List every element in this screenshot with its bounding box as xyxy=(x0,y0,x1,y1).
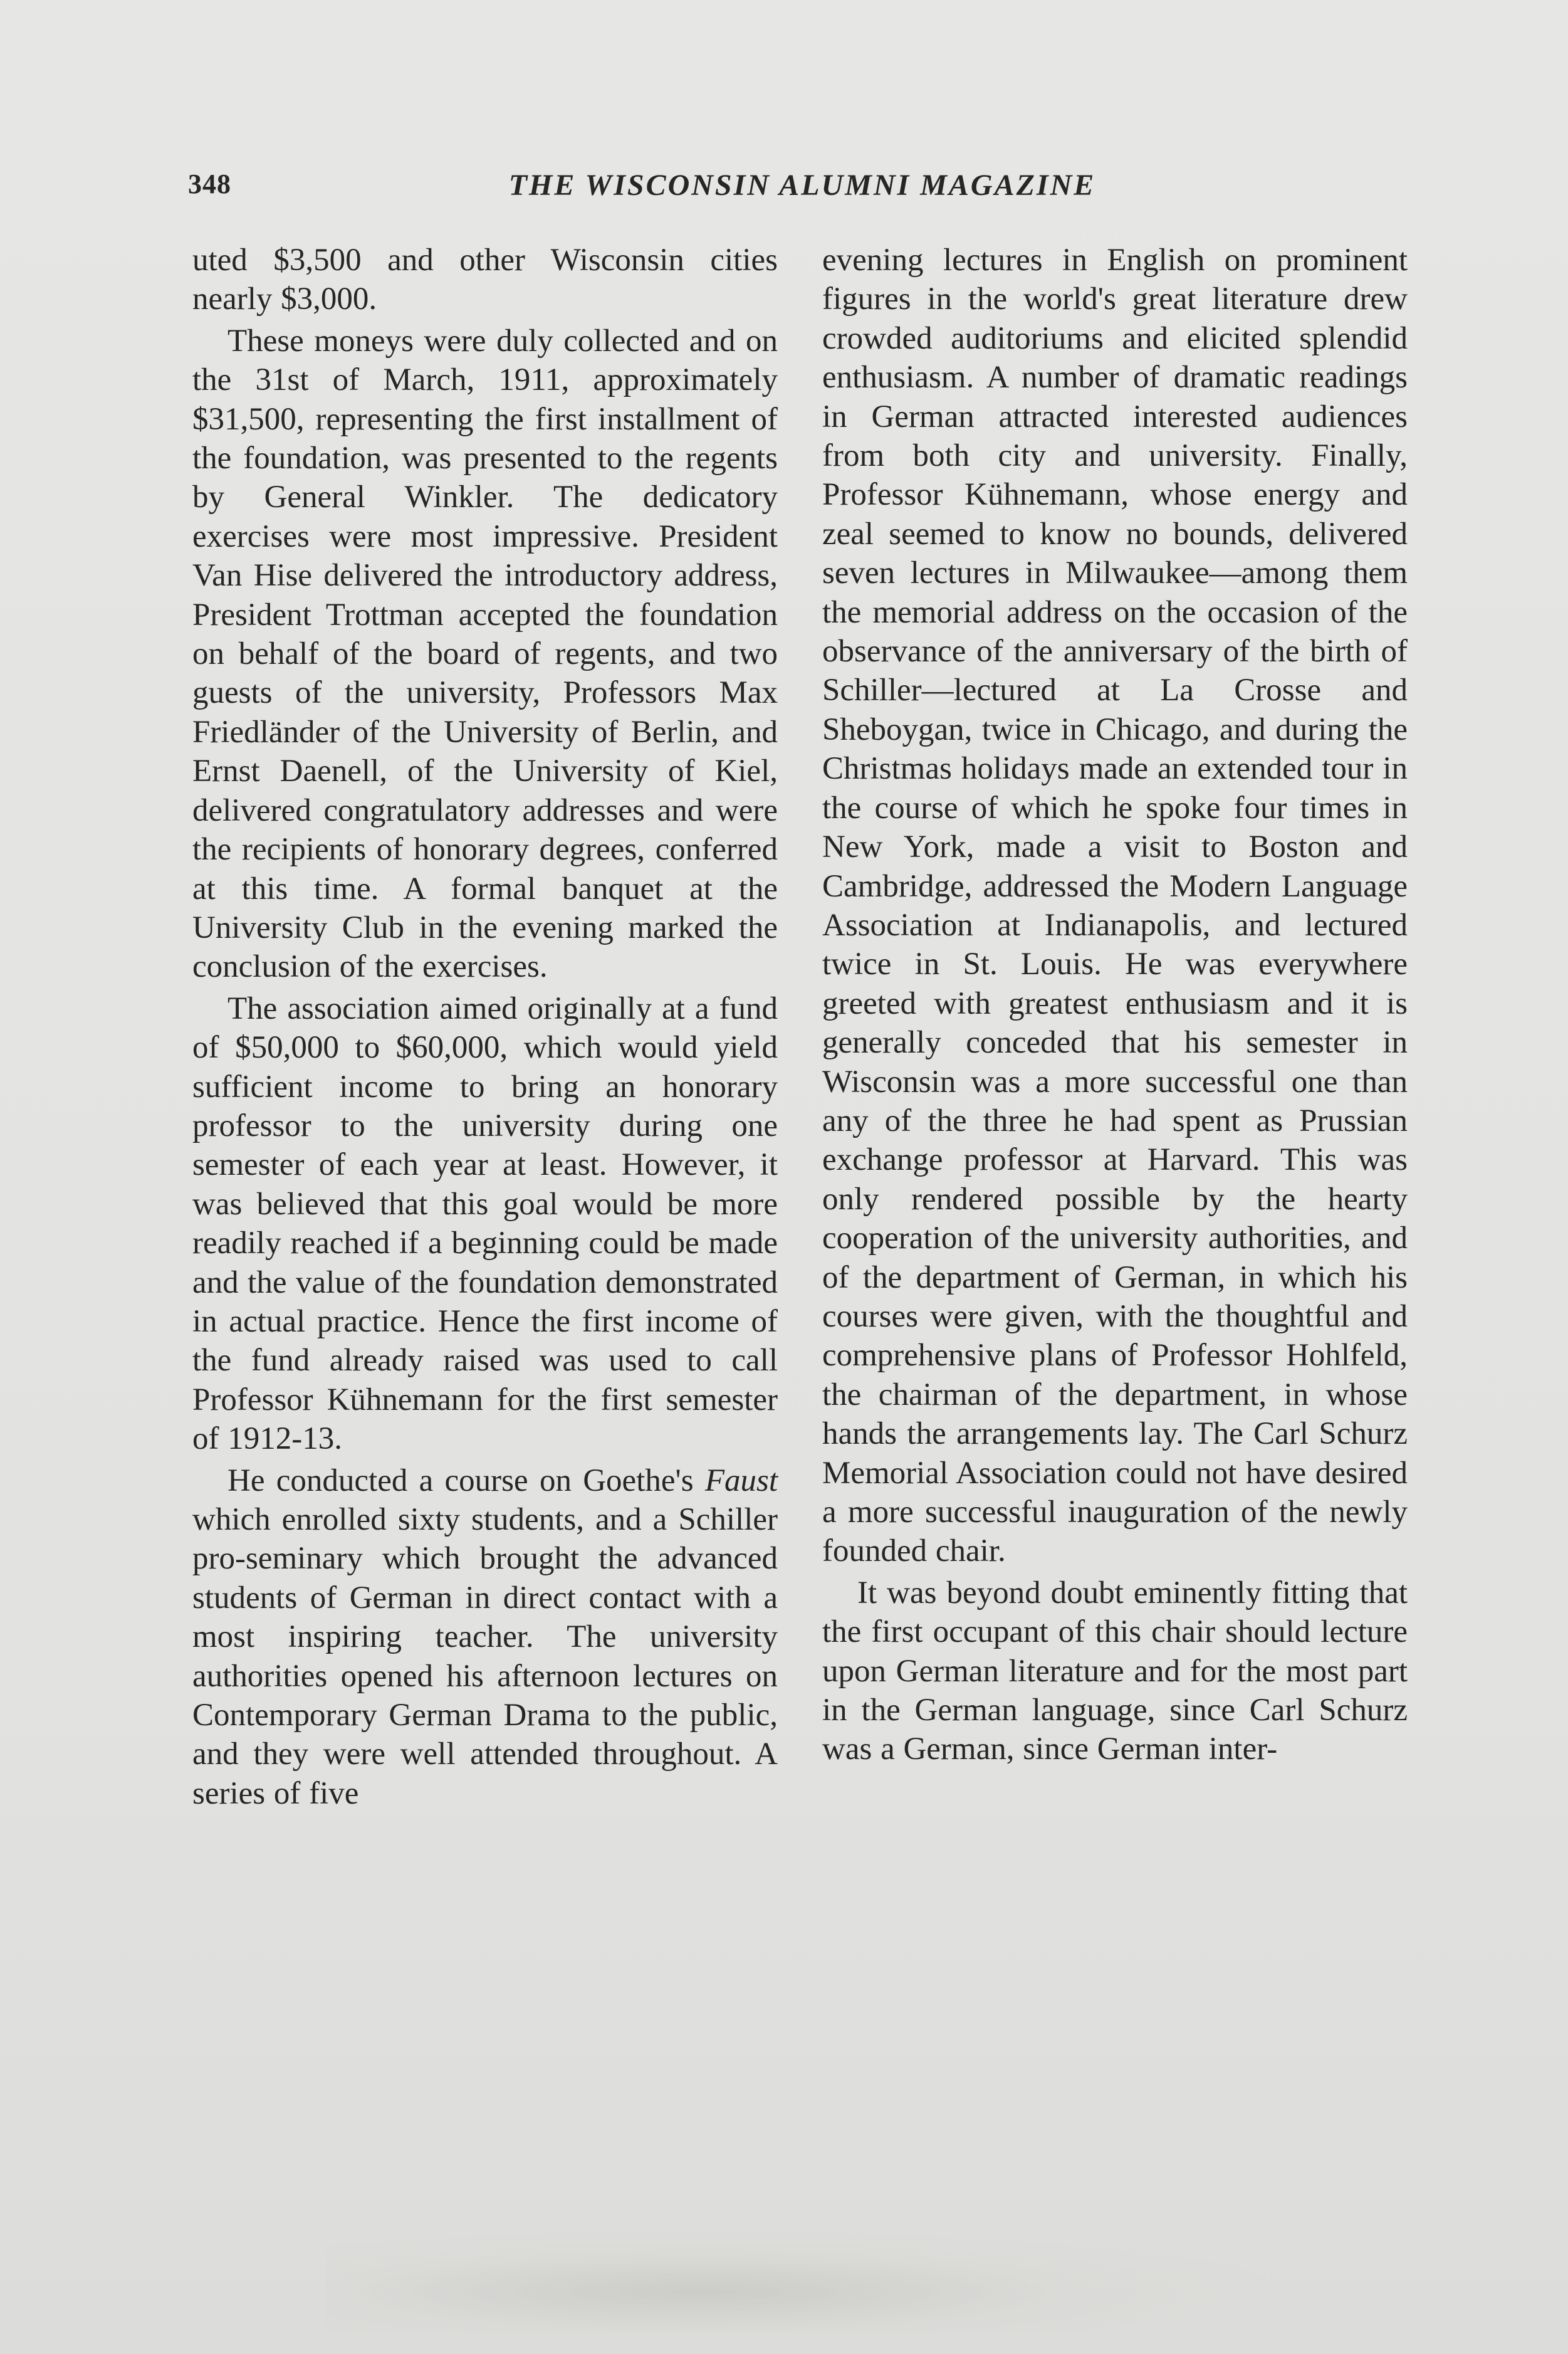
left-paragraph-3: The association aimed originally at a fund of $50,000 to $60,000, which would yield sufficient income to bring an honorary professor to the university during one semester of each year at least. However, it was believed that this goal would be more readily reached if a beginning could be made and the value of the foundation demonstrated in actual practice. Hence the first income of the fund already raised was used to call Professor Kühnemann for the first semester of 1912-13. xyxy=(192,990,778,1457)
paper-stain xyxy=(326,2232,1266,2332)
right-paragraph-1: evening lectures in English on prominent figures in the world's great literature drew crowded auditoriums and elicited splendid enthusiasm. A number of dramatic readings in German attracted interested audiences from both city and university. Finally, Professor Kühnemann, whose energy and zeal seemed to know no bounds, delivered seven lectures in Milwaukee—among them the memorial address on the occasion of the observance of the anniversary of the birth of Schiller—lectured at La Crosse and Sheboygan, twice in Chicago, and during the Christmas holidays made an extended tour in the course of which he spoke four times in New York, made a visit to Boston and Cambridge, addressed the Modern Language Association at Indianapolis, and lectured twice in St. Louis. He was everywhere greeted with greatest enthusiasm and it is generally conceded that his semester in Wisconsin was a more successful one than any of the three he had spent as Prussian exchange professor at Harvard. This was only rendered possible by the hearty cooperation of the university authorities, and of the department of German, in which his courses were given, with the thoughtful and comprehensive plans of Professor Hohlfeld, the chairman of the department, in whose hands the arrangements lay. The Carl Schurz Memorial Association could not have desired a more successful inauguration of the newly founded chair. xyxy=(822,243,1408,1569)
left-paragraph-4-rest: which enrolled sixty students, and a Schiller pro-seminary which brought the advanced students of German in direct contact with a most inspiring teacher. The university authorities opened his afternoon lectures on Contemporary German Drama to the public, and they were well attended throughout. A series of five xyxy=(192,1502,778,1811)
left-column xyxy=(192,241,778,1813)
left-paragraph-2: These moneys were duly collected and on the 31st of March, 1911, approximately $31,500, representing the first installment of the foundation, was presented to the regents by General Winkler. The dedicatory exercises were most impressive. President Van Hise delivered the introductory address, President Trottman accepted the foundation on behalf of the board of regents, and two guests of the university, Professors Max Friedländer of the University of Berlin, and Ernst Daenell, of the University of Kiel, delivered congratulatory addresses and were the recipients of honorary degrees, conferred at this time. A formal banquet at the University Club in the evening marked the conclusion of the exercises. xyxy=(192,323,778,985)
left-paragraph-1: uted $3,500 and other Wisconsin cities nearly $3,000. xyxy=(192,243,778,317)
page-header xyxy=(188,168,1416,206)
right-paragraph-2: It was beyond doubt eminently fitting that the first occupant of this chair should lecture upon German literature and for the most part in the German language, since Carl Schurz was a German, since German inter- xyxy=(822,1575,1408,1767)
faust-title: Faust xyxy=(704,1463,778,1498)
left-paragraph-4-start: He conducted a course on Goethe's xyxy=(227,1463,694,1498)
left-paragraph-4 xyxy=(192,1461,778,1814)
running-title: THE WISCONSIN ALUMNI MAGAZINE xyxy=(508,169,1096,202)
page-number: 348 xyxy=(188,169,231,199)
right-column xyxy=(822,241,1408,1769)
